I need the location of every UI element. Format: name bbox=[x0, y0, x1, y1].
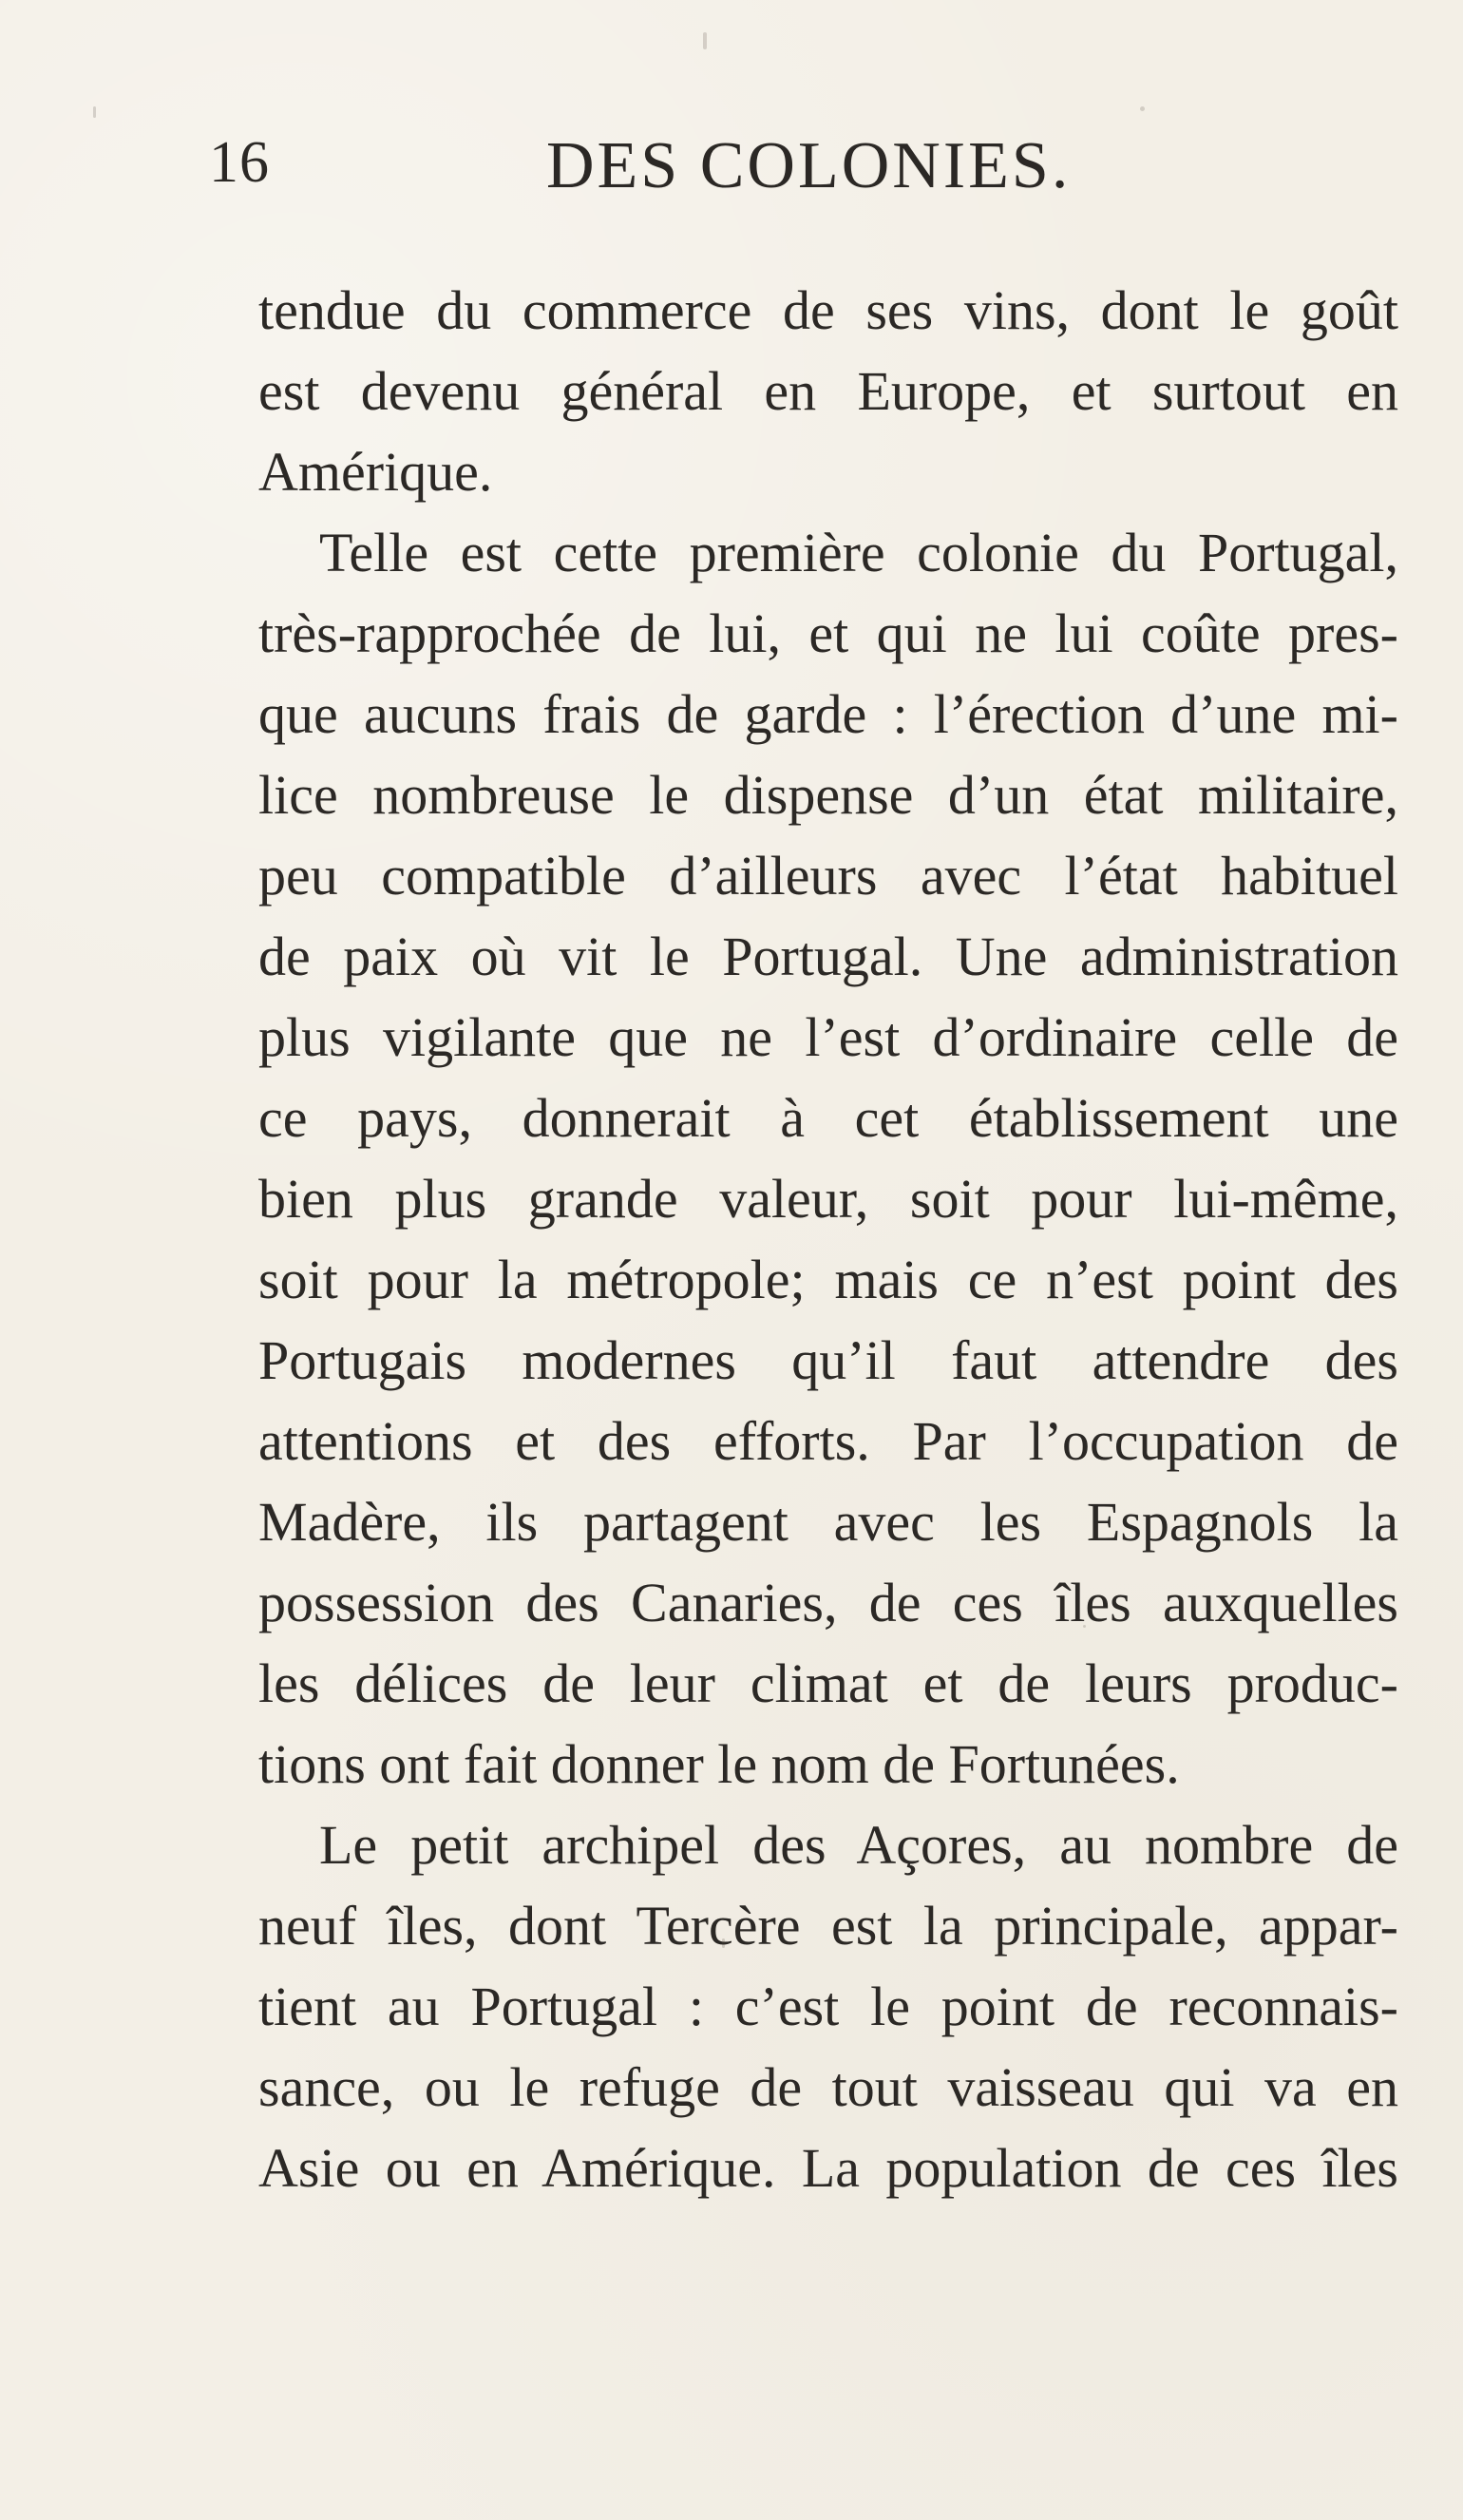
text-line: possession des Canaries, de ces îles auxquelles bbox=[258, 1572, 1398, 1633]
text-line: Amérique. bbox=[258, 441, 493, 503]
paper-speck bbox=[1083, 1625, 1086, 1628]
text-line: ce pays, donnerait à cet établissement une bbox=[258, 1087, 1398, 1149]
page-number: 16 bbox=[209, 130, 270, 195]
text-line: tions ont fait donner le nom de Fortunées. bbox=[258, 1733, 1180, 1795]
text-line: attentions et des efforts. Par l’occupation de bbox=[258, 1410, 1398, 1472]
text-line: Portugais modernes qu’il faut attendre des bbox=[258, 1329, 1398, 1391]
text-line: plus vigilante que ne l’est d’ordinaire celle de bbox=[258, 1006, 1398, 1068]
text-line: tendue du commerce de ses vins, dont le goût bbox=[258, 279, 1398, 341]
paper-speck bbox=[1140, 106, 1145, 111]
paper-speck bbox=[93, 106, 96, 118]
text-line: de paix où vit le Portugal. Une administration bbox=[258, 926, 1398, 987]
text-line: soit pour la métropole; mais ce n’est point des bbox=[258, 1249, 1398, 1310]
text-line: Asie ou en Amérique. La population de ces îles bbox=[258, 2137, 1398, 2199]
paper-speck bbox=[722, 1938, 725, 1948]
paper-speck bbox=[703, 32, 707, 49]
text-line: Telle est cette première colonie du Portugal, bbox=[319, 522, 1398, 583]
text-line: peu compatible d’ailleurs avec l’état habituel bbox=[258, 845, 1398, 907]
text-line: sance, ou le refuge de tout vaisseau qui va en bbox=[258, 2056, 1398, 2118]
running-title: DES COLONIES. bbox=[546, 129, 1072, 202]
text-line: est devenu général en Europe, et surtout en bbox=[258, 360, 1398, 422]
text-line: Le petit archipel des Açores, au nombre de bbox=[319, 1814, 1398, 1876]
text-line: neuf îles, dont Tercère est la principale, appar- bbox=[258, 1895, 1398, 1957]
running-head bbox=[209, 129, 1416, 228]
text-line: que aucuns frais de garde : l’érection d’une mi- bbox=[258, 683, 1398, 745]
text-line: lice nombreuse le dispense d’un état militaire, bbox=[258, 764, 1398, 826]
text-line: bien plus grande valeur, soit pour lui-même, bbox=[258, 1168, 1398, 1230]
text-line: les délices de leur climat et de leurs produc- bbox=[258, 1652, 1398, 1714]
body-text bbox=[258, 270, 1398, 2208]
text-line: très-rapprochée de lui, et qui ne lui coûte pres- bbox=[258, 602, 1398, 664]
text-line: tient au Portugal : c’est le point de reconnais- bbox=[258, 1976, 1398, 2037]
text-line: Madère, ils partagent avec les Espagnols la bbox=[258, 1491, 1398, 1553]
